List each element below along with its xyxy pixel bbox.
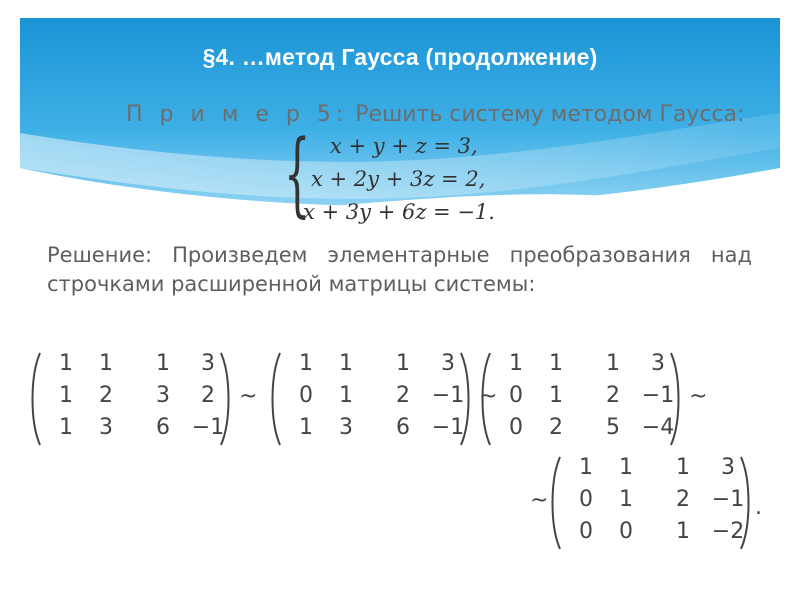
equivalence-tilde: ~ xyxy=(239,384,258,409)
matrix-cell: 2 xyxy=(99,383,113,408)
matrix-cell: 2 xyxy=(549,415,563,440)
matrix-cell: 0 xyxy=(619,519,633,544)
matrix-cell: 1 xyxy=(549,383,563,408)
augmented-matrix xyxy=(28,351,233,447)
matrix-cell: 1 xyxy=(156,351,170,376)
matrix-cell: −2 xyxy=(711,519,745,544)
augmented-matrix xyxy=(268,351,473,447)
matrix-cell: −1 xyxy=(711,487,745,512)
matrix-cell: 3 xyxy=(201,351,215,376)
matrix-cell: 1 xyxy=(59,415,73,440)
matrix-cell: 3 xyxy=(441,351,455,376)
left-parenthesis xyxy=(28,351,42,447)
matrix-cell: 3 xyxy=(651,351,665,376)
final-period: . xyxy=(755,495,762,520)
example-label: П р и м е р 5: xyxy=(126,102,349,127)
matrix-cell: 0 xyxy=(509,383,523,408)
matrix-cell: 0 xyxy=(299,383,313,408)
equivalence-tilde: ~ xyxy=(479,384,498,409)
matrix-cell: −1 xyxy=(431,415,465,440)
equation-3: x + 3y + 6z = −1. xyxy=(303,200,495,224)
matrix-cell: −4 xyxy=(641,415,675,440)
matrix-cell: 1 xyxy=(676,455,690,480)
matrix-cell: 1 xyxy=(509,351,523,376)
matrix-cell: 3 xyxy=(721,455,735,480)
matrix-cell: 1 xyxy=(396,351,410,376)
matrix-cell: 2 xyxy=(676,487,690,512)
matrix-cell: 2 xyxy=(201,383,215,408)
matrix-cell: 0 xyxy=(579,519,593,544)
system-brace: { xyxy=(284,120,311,227)
matrix-cell: 3 xyxy=(156,383,170,408)
matrix-cell: 1 xyxy=(99,351,113,376)
matrix-cell: −1 xyxy=(641,383,675,408)
equation-2: x + 2y + 3z = 2, xyxy=(311,167,486,191)
matrix-cell: 3 xyxy=(99,415,113,440)
augmented-matrix xyxy=(548,455,753,551)
left-parenthesis xyxy=(268,351,282,447)
example-heading xyxy=(126,102,744,127)
matrix-cell: 1 xyxy=(299,351,313,376)
equation-1: x + y + z = 3, xyxy=(330,134,478,158)
left-parenthesis xyxy=(478,351,492,447)
matrix-cell: 2 xyxy=(606,383,620,408)
matrix-cell: 0 xyxy=(579,487,593,512)
augmented-matrix xyxy=(478,351,683,447)
slide xyxy=(20,18,780,583)
matrix-cell: 1 xyxy=(339,351,353,376)
matrix-cell: 1 xyxy=(339,383,353,408)
matrix-cell: 1 xyxy=(606,351,620,376)
matrix-cell: 2 xyxy=(396,383,410,408)
example-text: Решить систему методом Гаусса: xyxy=(355,102,745,127)
matrix-cell: 6 xyxy=(156,415,170,440)
left-parenthesis xyxy=(548,455,562,551)
matrix-cell: 0 xyxy=(509,415,523,440)
matrix-cell: −1 xyxy=(431,383,465,408)
matrix-cell: 1 xyxy=(676,519,690,544)
matrix-cell: −1 xyxy=(191,415,225,440)
matrix-cell: 1 xyxy=(619,455,633,480)
matrix-cell: 3 xyxy=(339,415,353,440)
matrix-cell: 1 xyxy=(579,455,593,480)
equivalence-tilde: ~ xyxy=(530,488,549,513)
matrix-cell: 1 xyxy=(549,351,563,376)
matrix-cell: 1 xyxy=(59,383,73,408)
matrix-cell: 1 xyxy=(619,487,633,512)
matrix-cell: 6 xyxy=(396,415,410,440)
matrix-cell: 5 xyxy=(606,415,620,440)
matrix-cell: 1 xyxy=(59,351,73,376)
equivalence-tilde: ~ xyxy=(689,384,708,409)
slide-title: §4. …метод Гаусса (продолжение) xyxy=(202,44,598,70)
solution-text: Решение: Произведем элементарные преобразования над строчками расширенной матрицы системы: xyxy=(47,243,752,296)
matrix-cell: 1 xyxy=(299,415,313,440)
